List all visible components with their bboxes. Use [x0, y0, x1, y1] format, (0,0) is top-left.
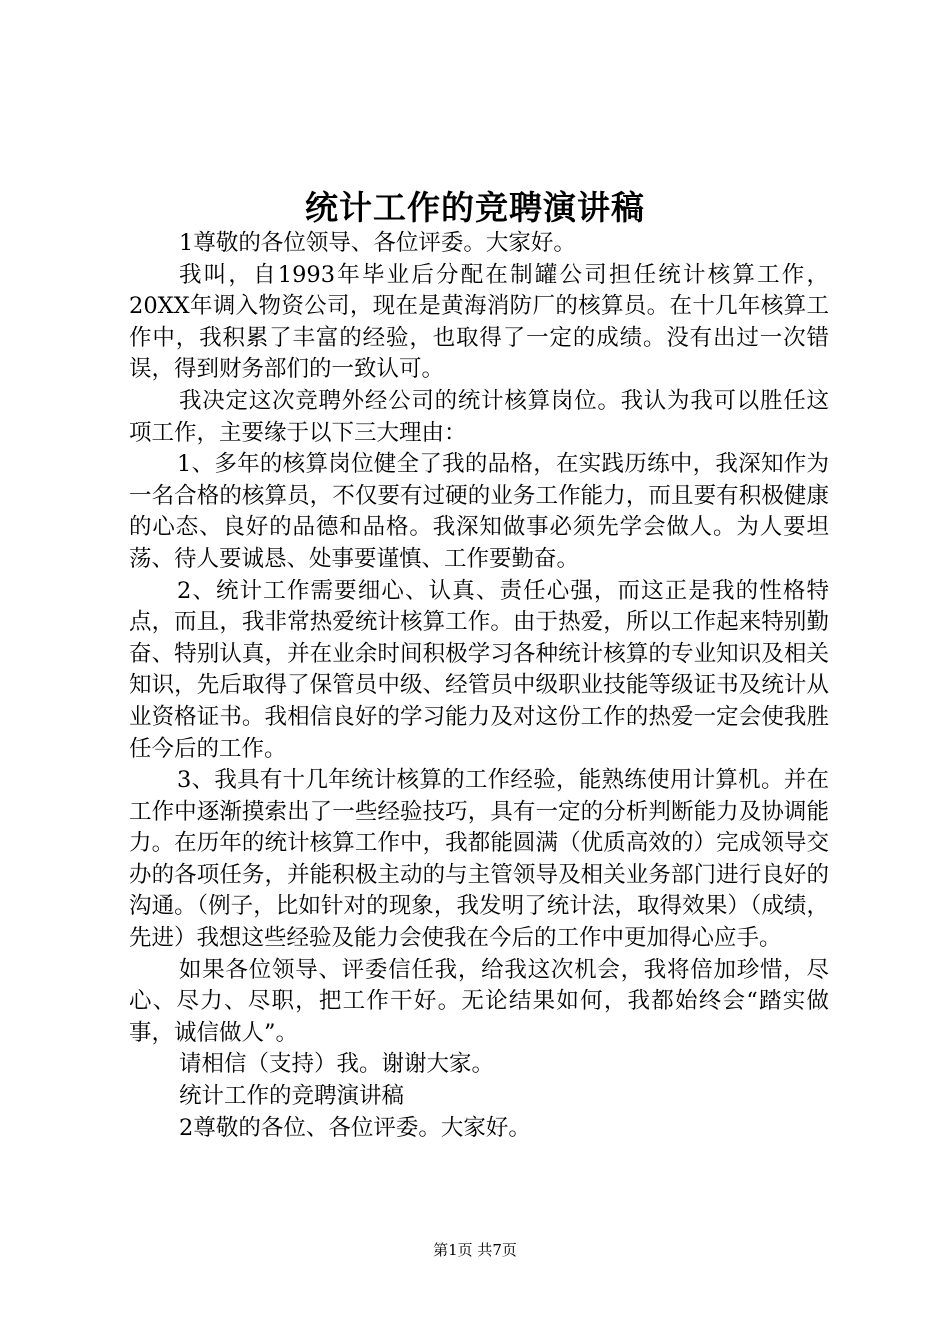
- document-title: 统计工作的竞聘演讲稿: [305, 188, 645, 227]
- paragraph-greeting: 1尊敬的各位领导、各位评委。大家好。: [179, 230, 576, 256]
- paragraph-second-greeting: 2尊敬的各位、各位评委。大家好。: [179, 1114, 531, 1141]
- paragraph-reason-3: 3、我具有十几年统计核算的工作经验，能熟练使用计算机。并在工作中逐渐摸索出了一些经验技巧，具有一定的分析判断能力及协调能力。在历年的统计核算工作中，我都能圆满（优质高效的）完成领导交办的各项任务，并能积极主动的与主管领导及相关业务部门进行良好的沟通。（例子，比如针对的现象，我发明了统计法，取得效果）（成绩，先进）我想这些经验及能力会使我在今后的工作中更加得心应手。: [129, 767, 829, 952]
- paragraph-intro: 我叫，自1993年毕业后分配在制罐公司担任统计核算工作，20XX年调入物资公司，现在是黄海消防厂的核算员。在十几年核算工作中，我积累了丰富的经验，也取得了一定的成绩。没有出过一次错误，得到财务部们的一致认可。: [129, 261, 829, 383]
- document-body: [129, 228, 829, 1144]
- paragraph-reason-2: 2、统计工作需要细心、认真、责任心强，而这正是我的性格特点，而且，我非常热爱统计核算工作。由于热爱，所以工作起来特别勤奋、特别认真，并在业余时间积极学习各种统计核算的专业知识及相关知识，先后取得了保管员中级、经管员中级职业技能等级证书及统计从业资格证书。我相信良好的学习能力及对这份工作的热爱一定会使我胜任今后的工作。: [129, 577, 829, 762]
- paragraph-thanks: 请相信（支持）我。谢谢大家。: [179, 1051, 495, 1078]
- paragraph-decision: 我决定这次竞聘外经公司的统计核算岗位。我认为我可以胜任这项工作，主要缘于以下三大理由：: [129, 387, 829, 446]
- page-footer: 第1页 共7页: [433, 1241, 517, 1259]
- paragraph-second-title: 统计工作的竞聘演讲稿: [179, 1083, 405, 1110]
- paragraph-reason-1: 1、多年的核算岗位健全了我的品格，在实践历练中，我深知作为一名合格的核算员，不仅要有过硬的业务工作能力，而且要有积极健康的心态、良好的品德和品格。我深知做事必须先学会做人。为人要坦荡、待人要诚恳、处事要谨慎、工作要勤奋。: [129, 451, 829, 572]
- paragraph-closing: 如果各位领导、评委信任我，给我这次机会，我将倍加珍惜，尽心、尽力、尽职，把工作干好。无论结果如何，我都始终会“踏实做事，诚信做人”。: [129, 956, 829, 1046]
